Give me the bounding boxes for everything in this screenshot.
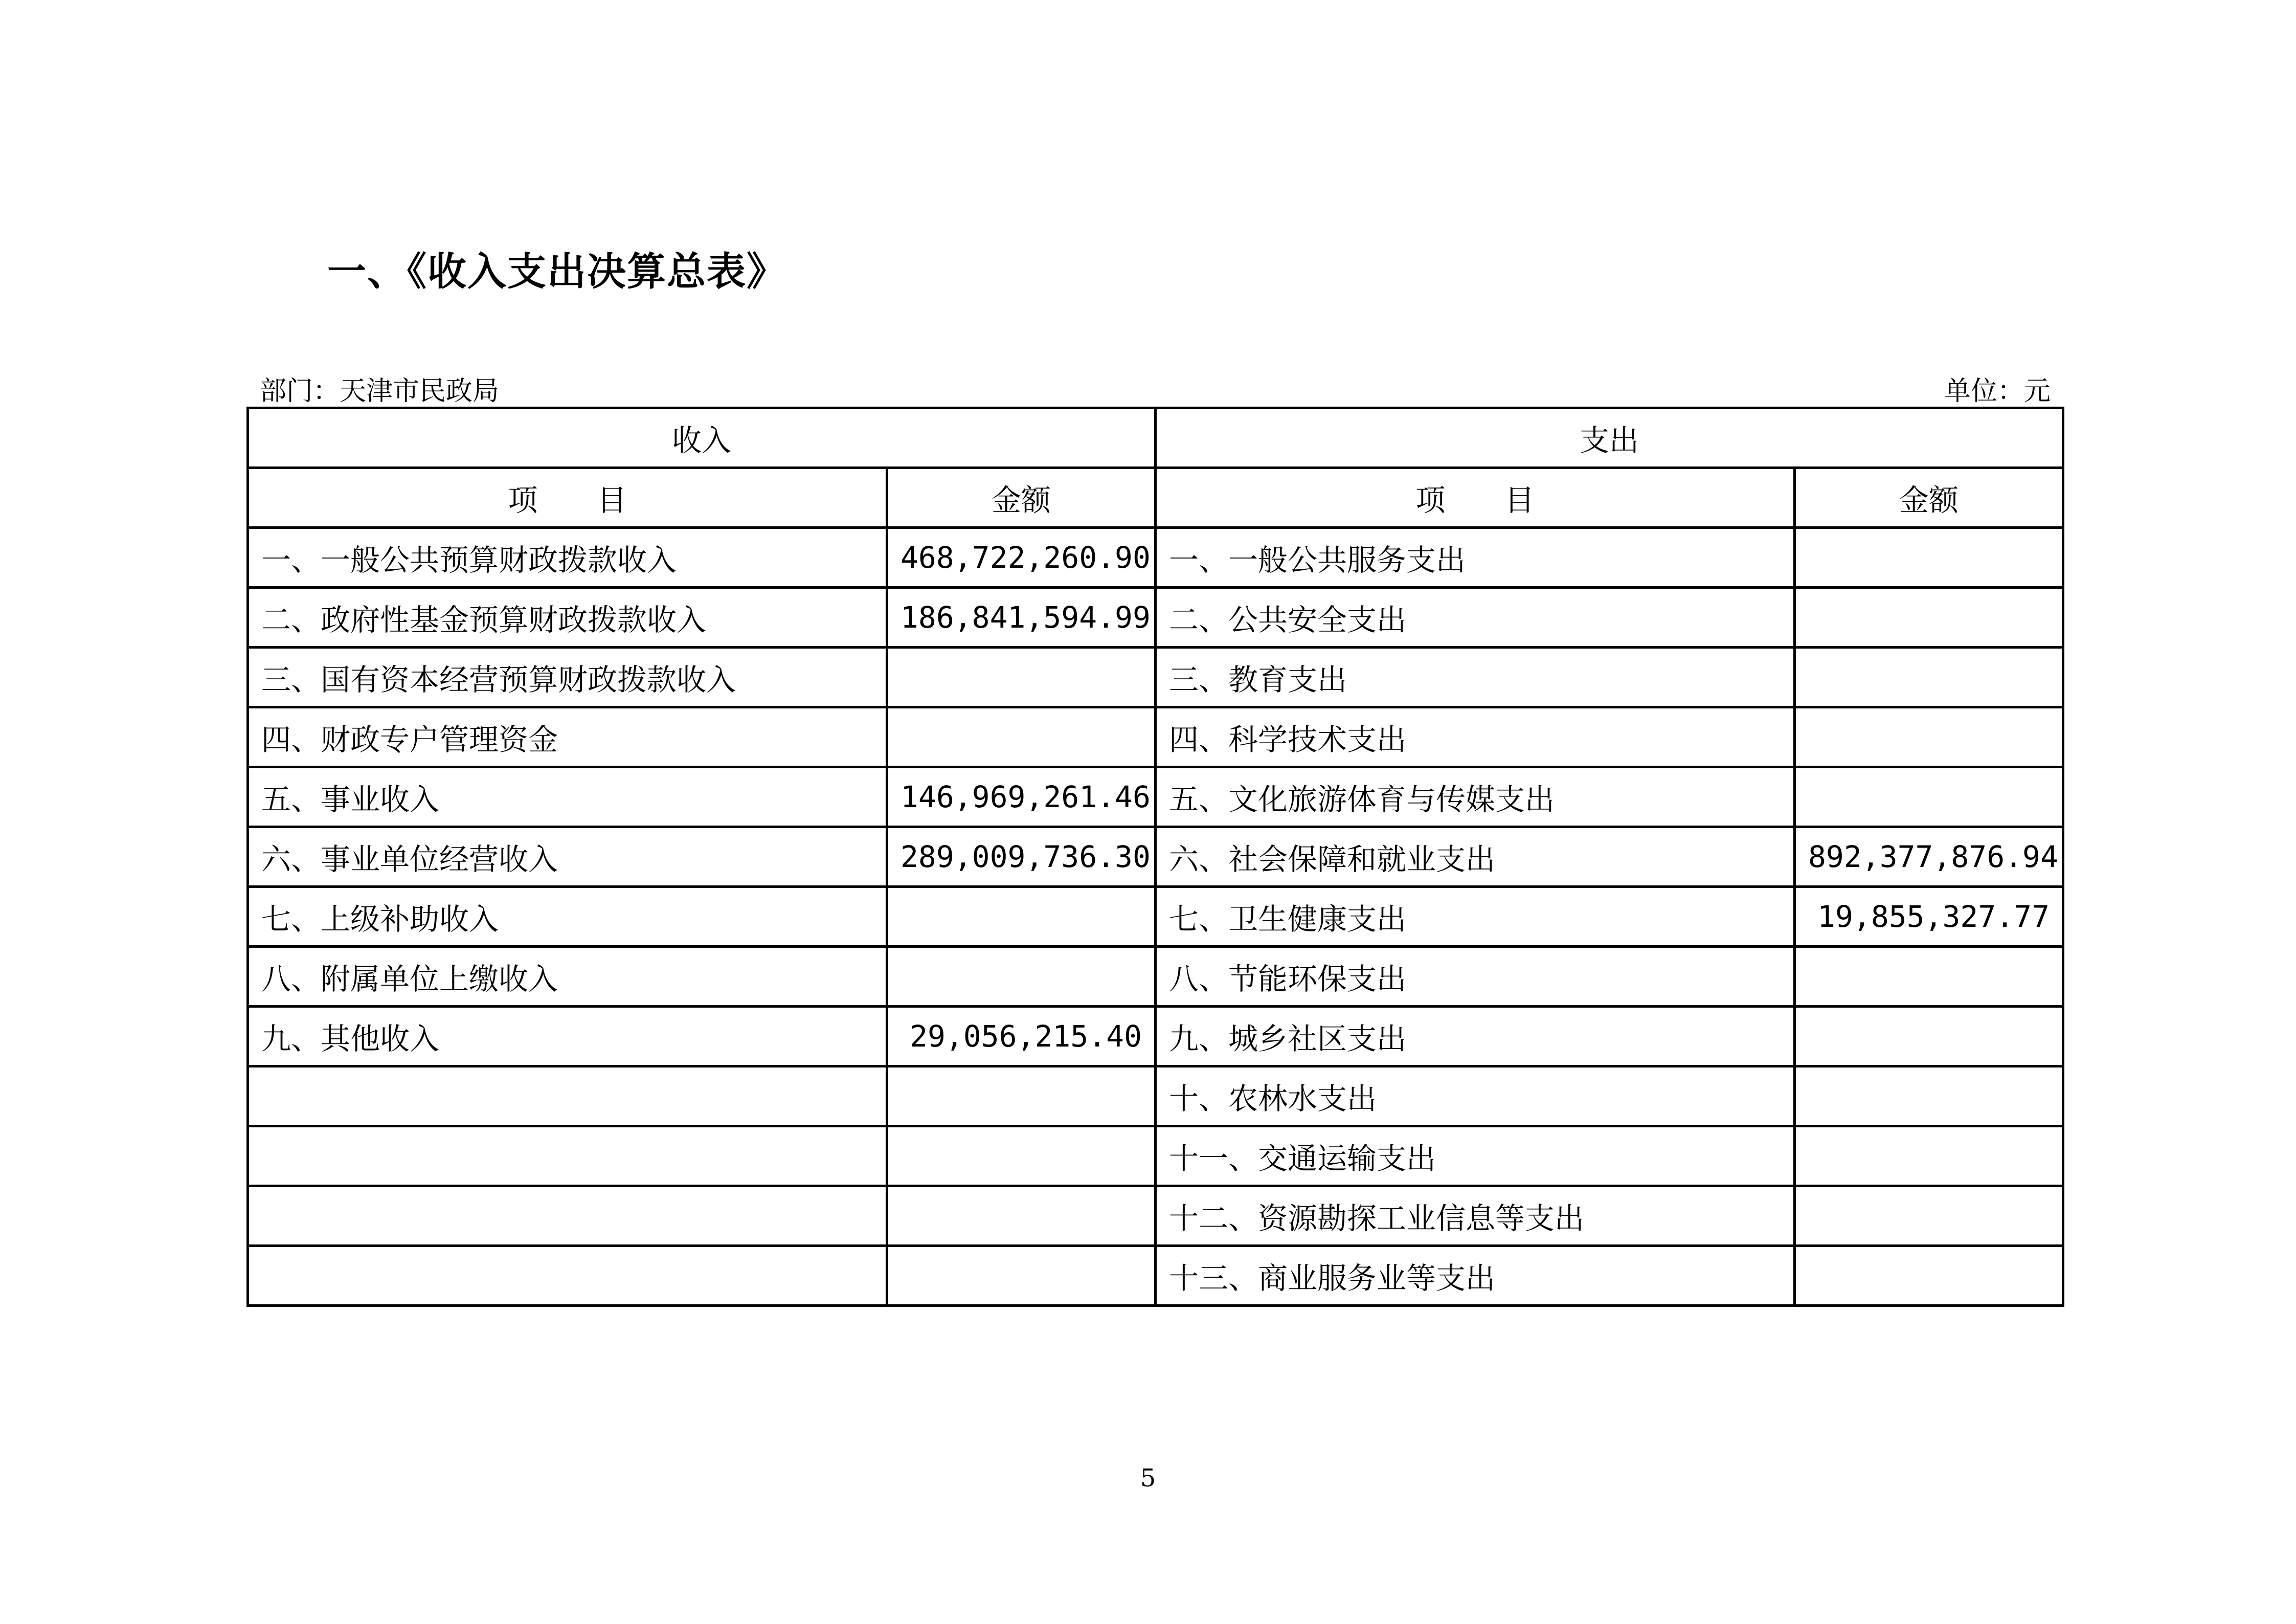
expense-amount-cell <box>1795 1126 2063 1186</box>
expense-amount-cell: 19,855,327.77 <box>1795 887 2063 947</box>
expense-header: 支出 <box>1156 408 2063 468</box>
expense-amount-cell <box>1795 588 2063 648</box>
income-amount-cell <box>887 707 1156 767</box>
page-title: 一、《收入支出决算总表》 <box>327 249 786 294</box>
income-item-cell: 二、政府性基金预算财政拨款收入 <box>248 588 887 648</box>
income-amount-cell <box>887 1066 1156 1126</box>
income-item-cell: 九、其他收入 <box>248 1007 887 1066</box>
expense-amount-cell <box>1795 947 2063 1007</box>
income-item-cell: 五、事业收入 <box>248 767 887 827</box>
expense-item-cell: 十三、商业服务业等支出 <box>1156 1246 1795 1306</box>
income-item-cell <box>248 1186 887 1246</box>
table-row <box>248 1186 2063 1246</box>
budget-summary-table <box>246 407 2064 1307</box>
income-item-cell: 八、附属单位上缴收入 <box>248 947 887 1007</box>
expense-item-cell: 二、公共安全支出 <box>1156 588 1795 648</box>
income-amount-header: 金额 <box>887 468 1156 528</box>
table-row <box>248 707 2063 767</box>
department-label: 部门：天津市民政局 <box>260 376 500 407</box>
expense-item-cell: 八、节能环保支出 <box>1156 947 1795 1007</box>
expense-amount-cell: 892,377,876.94 <box>1795 827 2063 887</box>
expense-item-header: 项 目 <box>1156 468 1795 528</box>
expense-amount-cell <box>1795 528 2063 588</box>
table-row <box>248 947 2063 1007</box>
expense-amount-cell <box>1795 767 2063 827</box>
income-item-header: 项 目 <box>248 468 887 528</box>
table-row <box>248 648 2063 707</box>
income-amount-cell: 289,009,736.30 <box>887 827 1156 887</box>
expense-amount-cell <box>1795 648 2063 707</box>
expense-amount-cell <box>1795 1246 2063 1306</box>
expense-item-cell: 九、城乡社区支出 <box>1156 1007 1795 1066</box>
expense-amount-cell <box>1795 1066 2063 1126</box>
income-item-cell: 七、上级补助收入 <box>248 887 887 947</box>
income-item-cell <box>248 1126 887 1186</box>
page-number: 5 <box>1140 1464 1156 1493</box>
income-item-cell: 四、财政专户管理资金 <box>248 707 887 767</box>
table-row <box>248 767 2063 827</box>
income-amount-cell: 29,056,215.40 <box>887 1007 1156 1066</box>
table-row <box>248 588 2063 648</box>
table-row <box>248 1066 2063 1126</box>
income-amount-cell: 146,969,261.46 <box>887 767 1156 827</box>
column-header-row <box>248 468 2063 528</box>
table-row <box>248 1126 2063 1186</box>
table-row <box>248 1007 2063 1066</box>
expense-item-cell: 六、社会保障和就业支出 <box>1156 827 1795 887</box>
income-item-cell: 三、国有资本经营预算财政拨款收入 <box>248 648 887 707</box>
income-amount-cell <box>887 947 1156 1007</box>
expense-amount-cell <box>1795 1007 2063 1066</box>
expense-amount-cell <box>1795 707 2063 767</box>
expense-amount-cell <box>1795 1186 2063 1246</box>
income-item-cell: 一、一般公共预算财政拨款收入 <box>248 528 887 588</box>
table-row <box>248 887 2063 947</box>
income-item-cell <box>248 1246 887 1306</box>
expense-item-cell: 四、科学技术支出 <box>1156 707 1795 767</box>
income-amount-cell: 468,722,260.90 <box>887 528 1156 588</box>
expense-item-cell: 一、一般公共服务支出 <box>1156 528 1795 588</box>
income-amount-cell: 186,841,594.99 <box>887 588 1156 648</box>
income-header: 收入 <box>248 408 1156 468</box>
expense-item-cell: 十一、交通运输支出 <box>1156 1126 1795 1186</box>
section-header-row <box>248 408 2063 468</box>
income-item-cell <box>248 1066 887 1126</box>
table-row <box>248 827 2063 887</box>
expense-item-cell: 三、教育支出 <box>1156 648 1795 707</box>
income-amount-cell <box>887 648 1156 707</box>
expense-item-cell: 十、农林水支出 <box>1156 1066 1795 1126</box>
income-item-cell: 六、事业单位经营收入 <box>248 827 887 887</box>
expense-item-cell: 十二、资源勘探工业信息等支出 <box>1156 1186 1795 1246</box>
expense-item-cell: 五、文化旅游体育与传媒支出 <box>1156 767 1795 827</box>
expense-item-cell: 七、卫生健康支出 <box>1156 887 1795 947</box>
expense-amount-header: 金额 <box>1795 468 2063 528</box>
table-row <box>248 1246 2063 1306</box>
income-amount-cell <box>887 887 1156 947</box>
income-amount-cell <box>887 1126 1156 1186</box>
income-amount-cell <box>887 1186 1156 1246</box>
unit-label: 单位：元 <box>1944 376 2051 407</box>
table-row <box>248 528 2063 588</box>
income-amount-cell <box>887 1246 1156 1306</box>
